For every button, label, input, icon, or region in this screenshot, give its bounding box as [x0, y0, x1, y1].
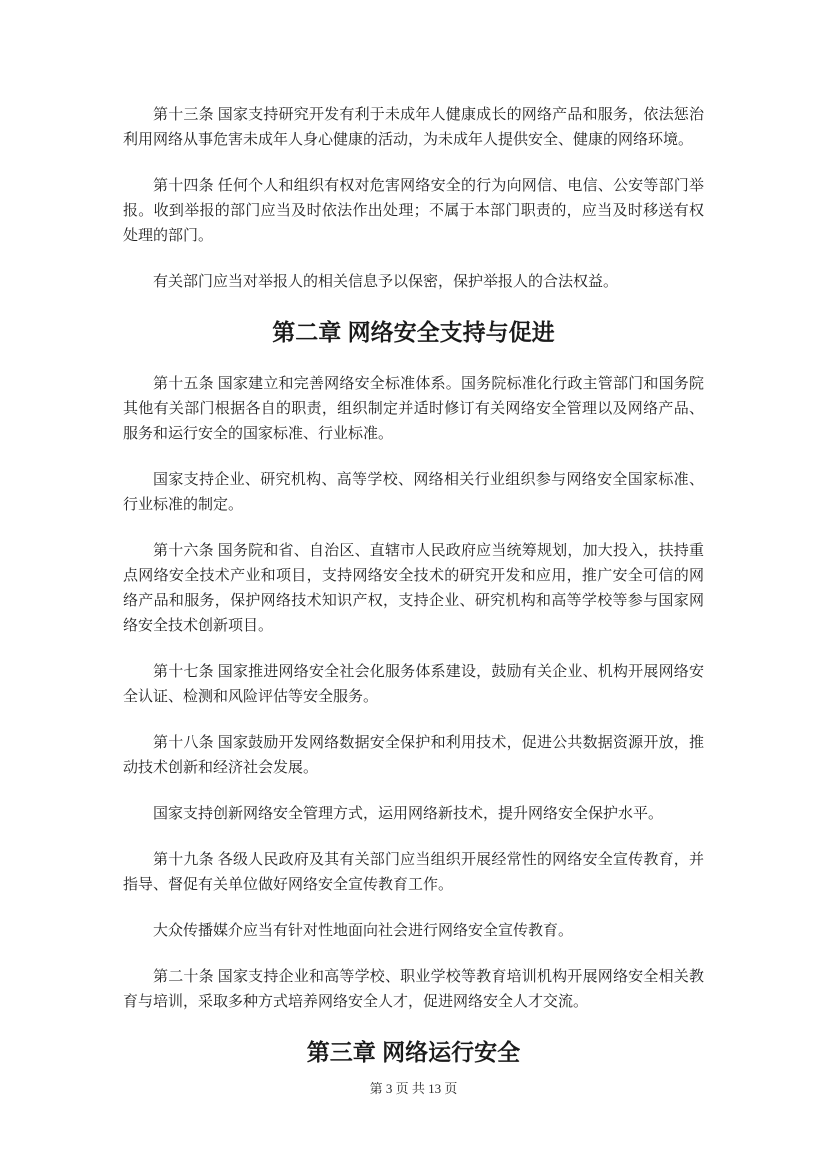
chapter-heading: 第三章 网络运行安全 — [306, 1039, 521, 1065]
body-paragraph: 第十四条 任何个人和组织有权对危害网络安全的行为向网信、电信、公安等部门举报。收到举报的部门应当及时依法作出处理；不属于本部门职责的，应当及时移送有权处理的部门。 — [123, 178, 704, 244]
body-paragraph: 第十九条 各级人民政府及其有关部门应当组织开展经常性的网络安全宣传教育，并指导、督促有关单位做好网络安全宣传教育工作。 — [123, 852, 704, 893]
body-paragraph: 第十六条 国务院和省、自治区、直辖市人民政府应当统筹规划，加大投入，扶持重点网络安全技术产业和项目，支持网络安全技术的研究开发和应用，推广安全可信的网络产品和服务，保护网络技术知识产权，支持企业、研究机构和高等学校等参与国家网络安全技术创新项目。 — [123, 543, 704, 634]
chapter-heading: 第二章 网络安全支持与促进 — [272, 319, 555, 345]
body-paragraph: 大众传播媒介应当有针对性地面向社会进行网络安全宣传教育。 — [153, 923, 574, 939]
body-paragraph: 国家支持创新网络安全管理方式，运用网络新技术，提升网络安全保护水平。 — [153, 806, 664, 822]
body-paragraph: 第十五条 国家建立和完善网络安全标准体系。国务院标准化行政主管部门和国务院其他有关部门根据各自的职责，组织制定并适时修订有关网络安全管理以及网络产品、服务和运行安全的国家标准、行业标准。 — [123, 376, 704, 442]
body-paragraph: 第十三条 国家支持研究开发有利于未成年人健康成长的网络产品和服务，依法惩治利用网络从事危害未成年人身心健康的活动，为未成年人提供安全、健康的网络环境。 — [123, 107, 704, 148]
body-paragraph: 国家支持企业、研究机构、高等学校、网络相关行业组织参与网络安全国家标准、行业标准的制定。 — [123, 472, 704, 513]
page-number: 第 3 页 共 13 页 — [369, 1081, 458, 1096]
body-paragraph: 第十七条 国家推进网络安全社会化服务体系建设，鼓励有关企业、机构开展网络安全认证、检测和风险评估等安全服务。 — [123, 664, 704, 705]
body-paragraph: 第十八条 国家鼓励开发网络数据安全保护和利用技术，促进公共数据资源开放，推动技术创新和经济社会发展。 — [123, 735, 704, 776]
document-body — [123, 103, 704, 1069]
page-footer — [0, 1080, 827, 1098]
body-paragraph: 第二十条 国家支持企业和高等学校、职业学校等教育培训机构开展网络安全相关教育与培训，采取多种方式培养网络安全人才，促进网络安全人才交流。 — [123, 969, 704, 1010]
body-paragraph: 有关部门应当对举报人的相关信息予以保密，保护举报人的合法权益。 — [153, 274, 619, 290]
